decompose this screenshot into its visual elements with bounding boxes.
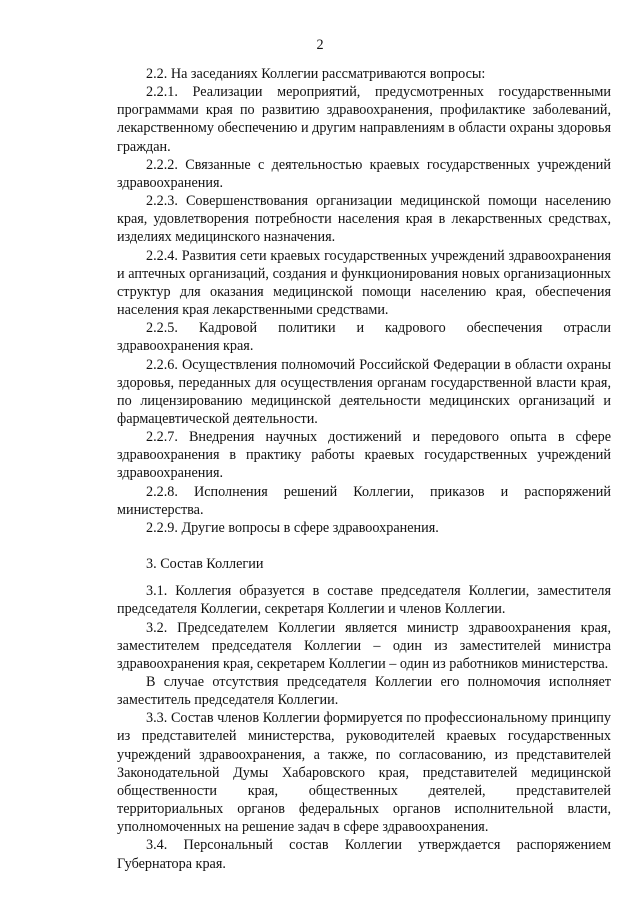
document-body [117, 65, 611, 873]
paragraph-2-2-9: 2.2.9. Другие вопросы в сфере здравоохранения. [146, 519, 439, 536]
paragraph-2-2-6: 2.2.6. Осуществления полномочий Российской Федерации в области охраны здоровья, переданных для осуществления органам государственной власти края, по лицензированию медицинской деятельности медицинских организаций и фармацевтической деятельности. [117, 356, 611, 427]
paragraph-2-2-5: 2.2.5. Кадровой политики и кадрового обеспечения отрасли здравоохранения края. [117, 320, 611, 355]
paragraph-3-2-absence: В случае отсутствия председателя Коллегии его полномочия исполняет заместитель председателя Коллегии. [117, 674, 611, 709]
paragraph-3-2: 3.2. Председателем Коллегии является министр здравоохранения края, заместителем председателя Коллегии – один из заместителей министра здравоохранения края, секретарем Коллегии – один из работников министерства. [117, 619, 611, 672]
paragraph-2-2-8: 2.2.8. Исполнения решений Коллегии, приказов и распоряжений министерства. [117, 483, 611, 518]
paragraph-2-2-2: 2.2.2. Связанные с деятельностью краевых государственных учреждений здравоохранения. [117, 156, 611, 191]
section-3-heading: 3. Состав Коллегии [146, 556, 264, 573]
paragraph-2-2-1: 2.2.1. Реализации мероприятий, предусмотренных государственными программами края по развитию здравоохранения, профилактике заболеваний, лекарственному обеспечению и другим направлениям в области охраны здоровья граждан. [117, 84, 611, 155]
paragraph-3-4: 3.4. Персональный состав Коллегии утверждается распоряжением Губернатора края. [117, 837, 611, 872]
paragraph-2-2-3: 2.2.3. Совершенствования организации медицинской помощи населению края, удовлетворения потребности населения края в лекарственных средствах, изделиях медицинского назначения. [117, 193, 611, 246]
paragraph-2-2-4: 2.2.4. Развития сети краевых государственных учреждений здравоохранения и аптечных организаций, создания и функционирования новых организационных структур для оказания медицинской помощи населению края, обеспечения населения края лекарственными средствами. [117, 247, 611, 319]
page-number: 2 [316, 37, 324, 53]
paragraph-3-1: 3.1. Коллегия образуется в составе председателя Коллегии, заместителя председателя Коллегии, секретаря Коллегии и членов Коллегии. [117, 583, 611, 618]
paragraph-2-2-7: 2.2.7. Внедрения научных достижений и передового опыта в сфере здравоохранения в практику работы краевых государственных учреждений здравоохранения. [117, 429, 611, 482]
paragraph-2-2: 2.2. На заседаниях Коллегии рассматриваются вопросы: [146, 66, 486, 82]
paragraph-3-3: 3.3. Состав членов Коллегии формируется по профессиональному принципу из представителей министерства, руководителей краевых государственных учреждений здравоохранения, а также, по согласованию, из представителей Законодательной Думы Хабаровского края, представителей медицинской общественности края, общественных деятелей, представителей территориальных органов федеральных органов исполнительной власти, уполномоченных на решение задач в сфере здравоохранения. [117, 710, 611, 836]
